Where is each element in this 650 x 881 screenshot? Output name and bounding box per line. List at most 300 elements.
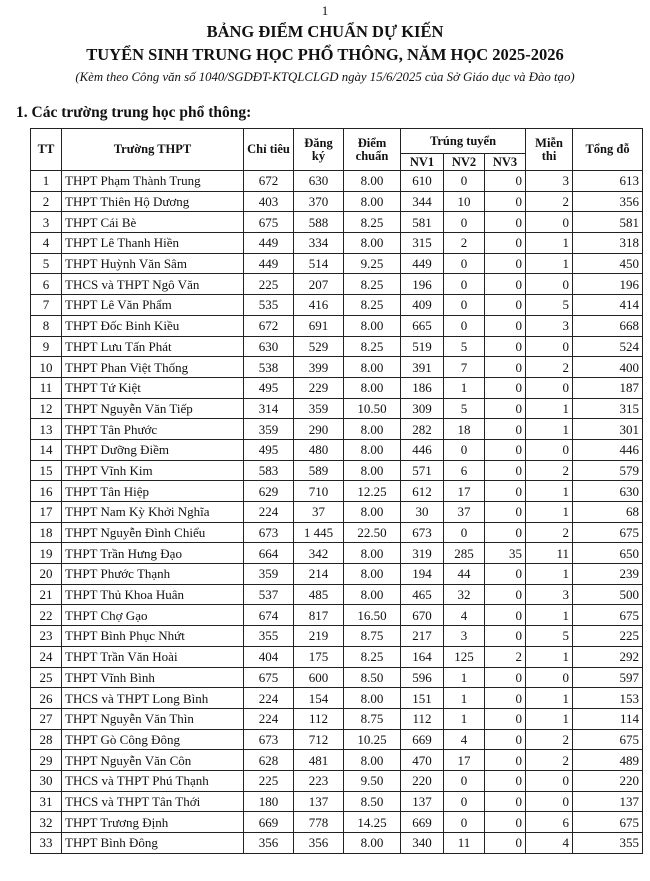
cell-nv1: 581: [401, 212, 444, 233]
cell-nv2: 4: [444, 605, 485, 626]
cell-quota: 225: [244, 274, 294, 295]
cell-registered: 370: [294, 191, 344, 212]
cell-registered: 356: [294, 833, 344, 854]
cell-total: 196: [573, 274, 643, 295]
cell-nv1: 446: [401, 439, 444, 460]
cell-exempt: 1: [526, 646, 573, 667]
cell-nv2: 0: [444, 812, 485, 833]
header-total: Tổng đỗ: [573, 129, 643, 171]
cell-nv1: 217: [401, 626, 444, 647]
cell-nv3: 0: [485, 812, 526, 833]
header-admitted: Trúng tuyển: [401, 129, 526, 154]
cell-exempt: 2: [526, 460, 573, 481]
cell-nv3: 0: [485, 212, 526, 233]
cell-exempt: 2: [526, 191, 573, 212]
table-row: [31, 667, 643, 688]
cell-total: 225: [573, 626, 643, 647]
table-row: [31, 770, 643, 791]
cell-quota: 224: [244, 502, 294, 523]
cell-tt: 27: [31, 708, 62, 729]
table-row: [31, 233, 643, 254]
cell-total: 668: [573, 315, 643, 336]
cell-school: THPT Nguyễn Văn Thìn: [62, 708, 244, 729]
cell-quota: 404: [244, 646, 294, 667]
cell-school: THPT Nguyễn Văn Tiếp: [62, 398, 244, 419]
header-quota: Chỉ tiêu: [244, 129, 294, 171]
cell-cutoff: 8.00: [344, 377, 401, 398]
cell-total: 187: [573, 377, 643, 398]
cell-registered: 334: [294, 233, 344, 254]
cell-school: THCS và THPT Ngô Văn: [62, 274, 244, 295]
cell-cutoff: 16.50: [344, 605, 401, 626]
header-school: Trường THPT: [62, 129, 244, 171]
title-line-1: BẢNG ĐIỂM CHUẨN DỰ KIẾN: [206, 22, 444, 41]
cell-total: 239: [573, 564, 643, 585]
cell-quota: 629: [244, 481, 294, 502]
cell-nv1: 30: [401, 502, 444, 523]
cell-cutoff: 8.75: [344, 708, 401, 729]
table-row: [31, 253, 643, 274]
cell-tt: 16: [31, 481, 62, 502]
cell-quota: 355: [244, 626, 294, 647]
page-number: 1: [321, 3, 329, 18]
cell-nv1: 164: [401, 646, 444, 667]
cell-total: 355: [573, 833, 643, 854]
cell-tt: 17: [31, 502, 62, 523]
cell-exempt: 4: [526, 833, 573, 854]
cell-registered: 37: [294, 502, 344, 523]
cell-cutoff: 14.25: [344, 812, 401, 833]
cell-school: THPT Chợ Gạo: [62, 605, 244, 626]
table-row: [31, 398, 643, 419]
cell-total: 68: [573, 502, 643, 523]
cell-tt: 24: [31, 646, 62, 667]
cell-quota: 538: [244, 357, 294, 378]
cell-cutoff: 8.00: [344, 315, 401, 336]
cell-nv3: 0: [485, 584, 526, 605]
cell-tt: 21: [31, 584, 62, 605]
cell-quota: 495: [244, 377, 294, 398]
table-row: [31, 460, 643, 481]
cell-nv2: 6: [444, 460, 485, 481]
cell-total: 400: [573, 357, 643, 378]
cell-school: THCS và THPT Tân Thới: [62, 791, 244, 812]
cell-total: 356: [573, 191, 643, 212]
cell-cutoff: 22.50: [344, 522, 401, 543]
cell-exempt: 2: [526, 357, 573, 378]
cell-nv3: 0: [485, 233, 526, 254]
cell-total: 137: [573, 791, 643, 812]
cell-nv2: 5: [444, 398, 485, 419]
cell-nv3: 0: [485, 564, 526, 585]
cell-registered: 600: [294, 667, 344, 688]
cell-tt: 13: [31, 419, 62, 440]
cell-quota: 537: [244, 584, 294, 605]
cell-tt: 15: [31, 460, 62, 481]
cell-nv3: 0: [485, 833, 526, 854]
cell-registered: 485: [294, 584, 344, 605]
cell-quota: 583: [244, 460, 294, 481]
cell-total: 630: [573, 481, 643, 502]
cell-registered: 207: [294, 274, 344, 295]
cell-school: THPT Nam Kỳ Khởi Nghĩa: [62, 502, 244, 523]
cell-nv3: 0: [485, 377, 526, 398]
cell-school: THPT Tứ Kiệt: [62, 377, 244, 398]
table-row: [31, 564, 643, 585]
cell-cutoff: 8.25: [344, 646, 401, 667]
cell-registered: 214: [294, 564, 344, 585]
table-row: [31, 584, 643, 605]
cell-nv2: 37: [444, 502, 485, 523]
header-tt: TT: [31, 129, 62, 171]
cell-total: 292: [573, 646, 643, 667]
cell-quota: 224: [244, 688, 294, 709]
cell-registered: 223: [294, 770, 344, 791]
cell-nv3: 0: [485, 398, 526, 419]
cell-exempt: 0: [526, 377, 573, 398]
cell-cutoff: 9.25: [344, 253, 401, 274]
cell-nv2: 18: [444, 419, 485, 440]
cell-exempt: 0: [526, 439, 573, 460]
cell-exempt: 1: [526, 419, 573, 440]
cell-registered: 219: [294, 626, 344, 647]
cell-nv1: 669: [401, 729, 444, 750]
cell-cutoff: 8.00: [344, 564, 401, 585]
cell-exempt: 6: [526, 812, 573, 833]
cell-nv2: 0: [444, 791, 485, 812]
cell-school: THCS và THPT Long Bình: [62, 688, 244, 709]
cell-registered: 154: [294, 688, 344, 709]
cell-nv1: 194: [401, 564, 444, 585]
cell-cutoff: 8.00: [344, 419, 401, 440]
cell-nv2: 3: [444, 626, 485, 647]
cell-nv1: 282: [401, 419, 444, 440]
cell-nv2: 11: [444, 833, 485, 854]
cell-registered: 137: [294, 791, 344, 812]
cell-nv2: 0: [444, 770, 485, 791]
cell-nv1: 470: [401, 750, 444, 771]
cell-school: THPT Nguyễn Văn Côn: [62, 750, 244, 771]
cell-registered: 630: [294, 171, 344, 192]
table-row: [31, 646, 643, 667]
cell-quota: 675: [244, 667, 294, 688]
subtitle: (Kèm theo Công văn số 1040/SGDĐT-KTQLCLGD ngày 15/6/2025 của Sở Giáo dục và Đào tạo): [75, 70, 575, 84]
cell-school: THPT Tân Phước: [62, 419, 244, 440]
cell-nv1: 391: [401, 357, 444, 378]
table-row: [31, 295, 643, 316]
cell-tt: 25: [31, 667, 62, 688]
cell-registered: 529: [294, 336, 344, 357]
cell-school: THPT Nguyễn Đình Chiểu: [62, 522, 244, 543]
cell-tt: 2: [31, 191, 62, 212]
cell-registered: 342: [294, 543, 344, 564]
cell-exempt: 11: [526, 543, 573, 564]
cell-exempt: 0: [526, 667, 573, 688]
cell-school: THPT Dưỡng Điềm: [62, 439, 244, 460]
cell-nv1: 315: [401, 233, 444, 254]
header-row: [31, 129, 643, 154]
cell-cutoff: 8.50: [344, 667, 401, 688]
cell-nv2: 17: [444, 481, 485, 502]
cell-cutoff: 8.00: [344, 460, 401, 481]
cell-nv2: 0: [444, 212, 485, 233]
cell-exempt: 2: [526, 522, 573, 543]
cell-quota: 359: [244, 564, 294, 585]
cell-nv3: 0: [485, 522, 526, 543]
cell-nv1: 340: [401, 833, 444, 854]
cell-school: THPT Lê Văn Phẩm: [62, 295, 244, 316]
cell-total: 450: [573, 253, 643, 274]
header-cutoff: Điểm chuẩn: [344, 129, 401, 171]
cell-school: THPT Phan Việt Thống: [62, 357, 244, 378]
cell-exempt: 2: [526, 729, 573, 750]
cell-exempt: 0: [526, 274, 573, 295]
cell-quota: 630: [244, 336, 294, 357]
table-row: [31, 522, 643, 543]
cell-school: THPT Trần Văn Hoài: [62, 646, 244, 667]
table-row: [31, 812, 643, 833]
cell-nv2: 7: [444, 357, 485, 378]
table-row: [31, 315, 643, 336]
table-row: [31, 171, 643, 192]
cell-cutoff: 10.25: [344, 729, 401, 750]
header-nv2: NV2: [444, 154, 485, 171]
table-row: [31, 708, 643, 729]
cell-nv2: 17: [444, 750, 485, 771]
table-row: [31, 543, 643, 564]
table-row: [31, 336, 643, 357]
cell-exempt: 1: [526, 708, 573, 729]
cell-exempt: 3: [526, 584, 573, 605]
cell-tt: 10: [31, 357, 62, 378]
cell-tt: 3: [31, 212, 62, 233]
cell-nv3: 0: [485, 729, 526, 750]
cell-nv3: 0: [485, 626, 526, 647]
cell-school: THPT Lê Thanh Hiền: [62, 233, 244, 254]
cell-quota: 449: [244, 233, 294, 254]
cell-exempt: 3: [526, 171, 573, 192]
cell-quota: 628: [244, 750, 294, 771]
cell-total: 650: [573, 543, 643, 564]
table-row: [31, 833, 643, 854]
table-row: [31, 791, 643, 812]
cell-total: 500: [573, 584, 643, 605]
cell-total: 579: [573, 460, 643, 481]
header-exempt: Miễn thi: [526, 129, 573, 171]
cell-exempt: 1: [526, 481, 573, 502]
cell-nv3: 35: [485, 543, 526, 564]
cell-registered: 416: [294, 295, 344, 316]
cell-nv2: 4: [444, 729, 485, 750]
cell-total: 153: [573, 688, 643, 709]
table-row: [31, 212, 643, 233]
cell-nv2: 0: [444, 253, 485, 274]
cell-total: 675: [573, 605, 643, 626]
cell-exempt: 1: [526, 233, 573, 254]
cell-quota: 673: [244, 522, 294, 543]
cell-nv3: 0: [485, 419, 526, 440]
cell-school: THPT Bình Phục Nhứt: [62, 626, 244, 647]
cell-quota: 669: [244, 812, 294, 833]
cell-quota: 674: [244, 605, 294, 626]
table-row: [31, 481, 643, 502]
cell-registered: 589: [294, 460, 344, 481]
cell-exempt: 1: [526, 564, 573, 585]
cell-quota: 356: [244, 833, 294, 854]
cell-nv3: 0: [485, 770, 526, 791]
cell-cutoff: 10.50: [344, 398, 401, 419]
cell-tt: 14: [31, 439, 62, 460]
cell-nv2: 5: [444, 336, 485, 357]
cell-exempt: 0: [526, 336, 573, 357]
cell-nv2: 1: [444, 688, 485, 709]
cell-registered: 588: [294, 212, 344, 233]
cell-total: 220: [573, 770, 643, 791]
cell-quota: 224: [244, 708, 294, 729]
cell-nv1: 673: [401, 522, 444, 543]
cell-cutoff: 8.00: [344, 833, 401, 854]
cell-exempt: 0: [526, 791, 573, 812]
cell-nv1: 137: [401, 791, 444, 812]
cell-nv1: 571: [401, 460, 444, 481]
cell-quota: 664: [244, 543, 294, 564]
cell-nv1: 612: [401, 481, 444, 502]
cell-cutoff: 9.50: [344, 770, 401, 791]
cell-nv2: 0: [444, 274, 485, 295]
cell-cutoff: 8.00: [344, 233, 401, 254]
header-nv1: NV1: [401, 154, 444, 171]
cell-school: THPT Thiên Hộ Dương: [62, 191, 244, 212]
cell-quota: 672: [244, 171, 294, 192]
cell-total: 524: [573, 336, 643, 357]
cell-registered: 290: [294, 419, 344, 440]
cell-exempt: 0: [526, 212, 573, 233]
cell-exempt: 1: [526, 605, 573, 626]
table-row: [31, 357, 643, 378]
table-row: [31, 626, 643, 647]
cell-total: 489: [573, 750, 643, 771]
cell-cutoff: 8.50: [344, 791, 401, 812]
cell-cutoff: 8.00: [344, 750, 401, 771]
cell-school: THPT Thủ Khoa Huân: [62, 584, 244, 605]
cell-nv1: 665: [401, 315, 444, 336]
cell-exempt: 5: [526, 295, 573, 316]
cell-tt: 29: [31, 750, 62, 771]
cell-total: 414: [573, 295, 643, 316]
cell-nv1: 319: [401, 543, 444, 564]
cell-nv3: 0: [485, 460, 526, 481]
cell-school: THPT Vĩnh Kim: [62, 460, 244, 481]
cell-registered: 359: [294, 398, 344, 419]
cell-quota: 225: [244, 770, 294, 791]
cell-cutoff: 8.00: [344, 543, 401, 564]
cell-tt: 9: [31, 336, 62, 357]
cell-registered: 175: [294, 646, 344, 667]
cell-registered: 1 445: [294, 522, 344, 543]
cell-nv3: 0: [485, 274, 526, 295]
cell-registered: 480: [294, 439, 344, 460]
cell-registered: 712: [294, 729, 344, 750]
table-row: [31, 729, 643, 750]
cell-nv2: 32: [444, 584, 485, 605]
cell-nv2: 0: [444, 522, 485, 543]
cell-nv3: 0: [485, 191, 526, 212]
title-line-2: TUYỂN SINH TRUNG HỌC PHỔ THÔNG, NĂM HỌC 2025-2026: [86, 45, 564, 64]
cell-tt: 20: [31, 564, 62, 585]
table-row: [31, 502, 643, 523]
cell-nv1: 449: [401, 253, 444, 274]
cell-cutoff: 8.25: [344, 295, 401, 316]
cell-school: THPT Tân Hiệp: [62, 481, 244, 502]
cell-nv1: 670: [401, 605, 444, 626]
cell-nv2: 0: [444, 295, 485, 316]
cell-nv1: 186: [401, 377, 444, 398]
cell-registered: 817: [294, 605, 344, 626]
admission-score-table: [30, 128, 643, 854]
cell-nv1: 112: [401, 708, 444, 729]
table-row: [31, 191, 643, 212]
cell-school: THPT Vĩnh Bình: [62, 667, 244, 688]
cell-nv1: 344: [401, 191, 444, 212]
cell-exempt: 0: [526, 770, 573, 791]
cell-cutoff: 8.00: [344, 191, 401, 212]
cell-tt: 18: [31, 522, 62, 543]
cell-quota: 675: [244, 212, 294, 233]
cell-school: THPT Đốc Binh Kiều: [62, 315, 244, 336]
cell-cutoff: 12.25: [344, 481, 401, 502]
cell-total: 675: [573, 729, 643, 750]
cell-tt: 26: [31, 688, 62, 709]
cell-nv3: 0: [485, 605, 526, 626]
cell-nv1: 596: [401, 667, 444, 688]
cell-school: THPT Trương Định: [62, 812, 244, 833]
cell-total: 301: [573, 419, 643, 440]
table-row: [31, 439, 643, 460]
cell-nv1: 309: [401, 398, 444, 419]
cell-nv3: 0: [485, 481, 526, 502]
cell-total: 675: [573, 522, 643, 543]
cell-school: THPT Trần Hưng Đạo: [62, 543, 244, 564]
cell-nv3: 0: [485, 439, 526, 460]
cell-exempt: 1: [526, 688, 573, 709]
cell-total: 613: [573, 171, 643, 192]
cell-school: THPT Gò Công Đông: [62, 729, 244, 750]
cell-school: THPT Lưu Tấn Phát: [62, 336, 244, 357]
table-row: [31, 419, 643, 440]
cell-tt: 11: [31, 377, 62, 398]
cell-total: 597: [573, 667, 643, 688]
cell-tt: 22: [31, 605, 62, 626]
cell-tt: 19: [31, 543, 62, 564]
section-title: 1. Các trường trung học phổ thông:: [16, 104, 252, 121]
cell-nv2: 285: [444, 543, 485, 564]
cell-nv2: 1: [444, 667, 485, 688]
cell-nv1: 196: [401, 274, 444, 295]
cell-school: THCS và THPT Phú Thạnh: [62, 770, 244, 791]
cell-tt: 32: [31, 812, 62, 833]
cell-tt: 5: [31, 253, 62, 274]
cell-nv1: 465: [401, 584, 444, 605]
cell-cutoff: 8.00: [344, 502, 401, 523]
table-row: [31, 750, 643, 771]
cell-total: 318: [573, 233, 643, 254]
cell-nv1: 409: [401, 295, 444, 316]
cell-tt: 23: [31, 626, 62, 647]
cell-nv2: 1: [444, 708, 485, 729]
cell-school: THPT Bình Đông: [62, 833, 244, 854]
cell-exempt: 3: [526, 315, 573, 336]
cell-quota: 314: [244, 398, 294, 419]
